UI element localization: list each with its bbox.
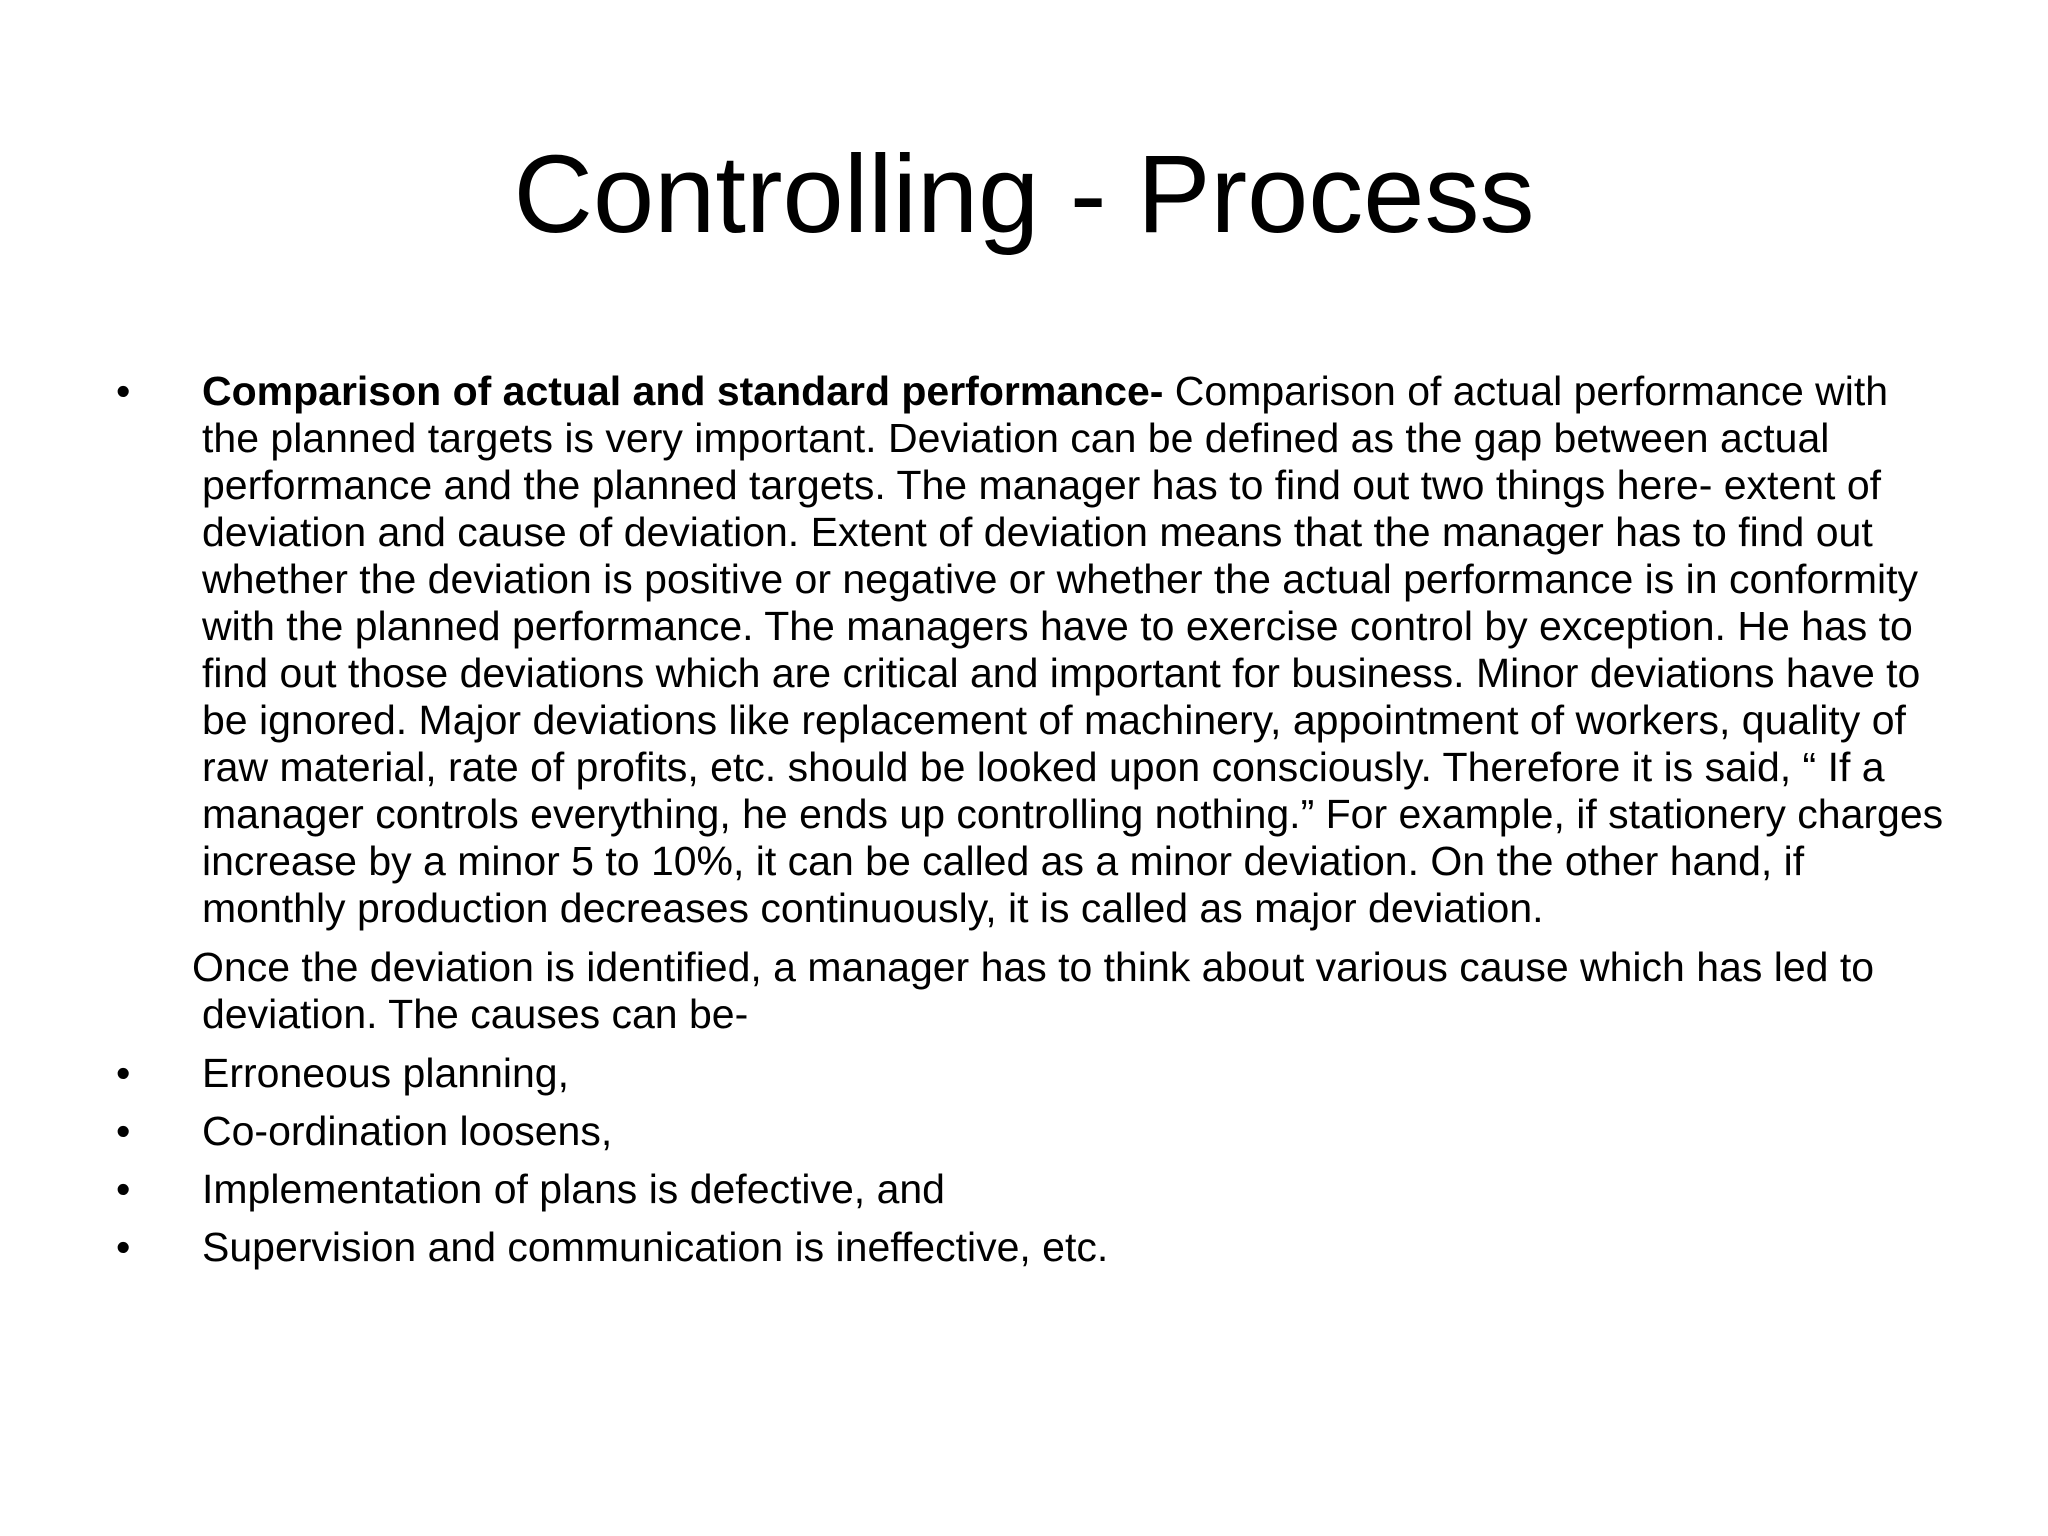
bullet-icon: • [116, 1050, 131, 1096]
cause-label: Supervision and communication is ineffective, etc. [202, 1224, 1109, 1270]
cause-label: Co-ordination loosens, [202, 1108, 613, 1154]
bullet-icon: • [116, 1224, 131, 1270]
main-point-text: Comparison of actual performance with the planned targets is very important. Deviation can be defined as the gap between actual performance and the planned targets. The manager has to find out two things here- extent of deviation and cause of deviation. Extent of deviation means that the manager has to find out whether the deviation is positive or negative or whether the actual performance is in conformity with the planned performance. The managers have to exercise control by exception. He has to find out those deviations which are critical and important for business. Minor deviations have to be ignored. Major deviations like replacement of machinery, appointment of workers, quality of raw material, rate of profits, etc. should be looked upon consciously. Therefore it is said, “ If a manager controls everything, he ends up controlling nothing.” For example, if stationery charges increase by a minor 5 to 10%, it can be called as a minor deviation. On the other hand, if monthly production decreases continuously, it is called as major deviation. [202, 368, 1944, 931]
bullet-icon: • [116, 1166, 131, 1212]
main-point-item [116, 368, 1948, 932]
cause-label: Erroneous planning, [202, 1050, 569, 1096]
continuation-paragraph: Once the deviation is identified, a manager has to think about various cause which has led to deviation. The causes can be- [192, 944, 1875, 1037]
main-point-paragraph [202, 368, 1948, 932]
slide-body [116, 368, 1948, 1282]
slide-title: Controlling - Process [513, 133, 1535, 256]
cause-label: Implementation of plans is defective, and [202, 1166, 945, 1212]
main-point-lead: Comparison of actual and standard performance- [202, 368, 1164, 414]
causes-list [116, 1050, 1948, 1271]
bullet-icon: • [116, 368, 131, 414]
list-item [116, 1108, 1948, 1155]
bullet-icon: • [116, 1108, 131, 1154]
list-item [116, 1050, 1948, 1097]
list-item [116, 1224, 1948, 1271]
list-item [116, 1166, 1948, 1213]
